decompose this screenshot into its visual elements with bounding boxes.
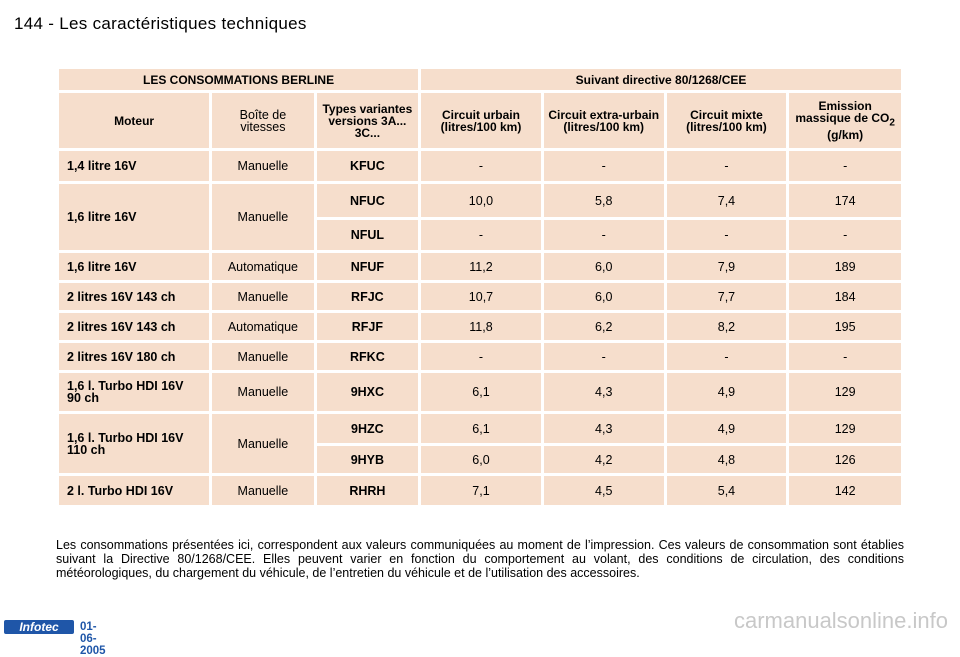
footer-date: 01-06-2005: [80, 621, 106, 657]
table-row: 1,6 l. Turbo HDI 16V 110 ch Manuelle 9HZC 6,1 4,3 4,9 129: [59, 414, 901, 443]
table-row: 2 litres 16V 143 ch Automatique RFJF 11,8 6,2 8,2 195: [59, 313, 901, 340]
table-row: 1,6 litre 16V Automatique NFUF 11,2 6,0 7,9 189: [59, 253, 901, 280]
table-row: 2 litres 16V 180 ch Manuelle RFKC - - - -: [59, 343, 901, 370]
column-header-engine: Moteur: [59, 93, 209, 148]
table-row: 1,4 litre 16V Manuelle KFUC - - - -: [59, 151, 901, 181]
column-header-mixed: Circuit mixte (litres/100 km): [667, 93, 787, 148]
column-header-co2: Emission massique de $CO_2$ (g/km): [789, 93, 901, 148]
page-title: 144 - Les caractéristiques techniques: [14, 14, 307, 33]
table-row: 9HYB 6,0 4,2 4,8 126: [59, 446, 901, 473]
footnote-paragraph: Les consommations présentées ici, correspondent aux valeurs communiquées au moment de l’impression. Ces valeurs de consommation sont établies suivant la Directive 80/1268/CEE. Elles peuvent varier en fonction du comportement au volant, des conditions de circulation, des conditions météorologiques, du chargement du véhicule, de l’entretien du véhicule et de l’utilisation des accessoires.: [56, 538, 904, 580]
column-header-urban: Circuit urbain (litres/100 km): [421, 93, 541, 148]
table-row: NFUL - - - -: [59, 220, 901, 250]
column-header-extra-urban: Circuit extra-urbain (litres/100 km): [544, 93, 664, 148]
infotec-logo: Infotec: [4, 620, 74, 634]
column-header-gearbox: Boîte de vitesses: [212, 93, 313, 148]
consumption-table: [56, 66, 904, 508]
table-row: 1,6 litre 16V Manuelle NFUC 10,0 5,8 7,4 174: [59, 184, 901, 217]
column-header-types: Types variantes versions 3A... 3C...: [317, 93, 418, 148]
table-title-left: LES CONSOMMATIONS BERLINE: [59, 69, 418, 90]
table-row: 2 litres 16V 143 ch Manuelle RFJC 10,7 6,0 7,7 184: [59, 283, 901, 310]
watermark: carmanualsonline.info: [733, 608, 948, 633]
table-title-right: Suivant directive 80/1268/CEE: [421, 69, 901, 90]
table-row: 1,6 l. Turbo HDI 16V 90 ch Manuelle 9HXC 6,1 4,3 4,9 129: [59, 373, 901, 411]
table-row: 2 l. Turbo HDI 16V Manuelle RHRH 7,1 4,5 5,4 142: [59, 476, 901, 505]
